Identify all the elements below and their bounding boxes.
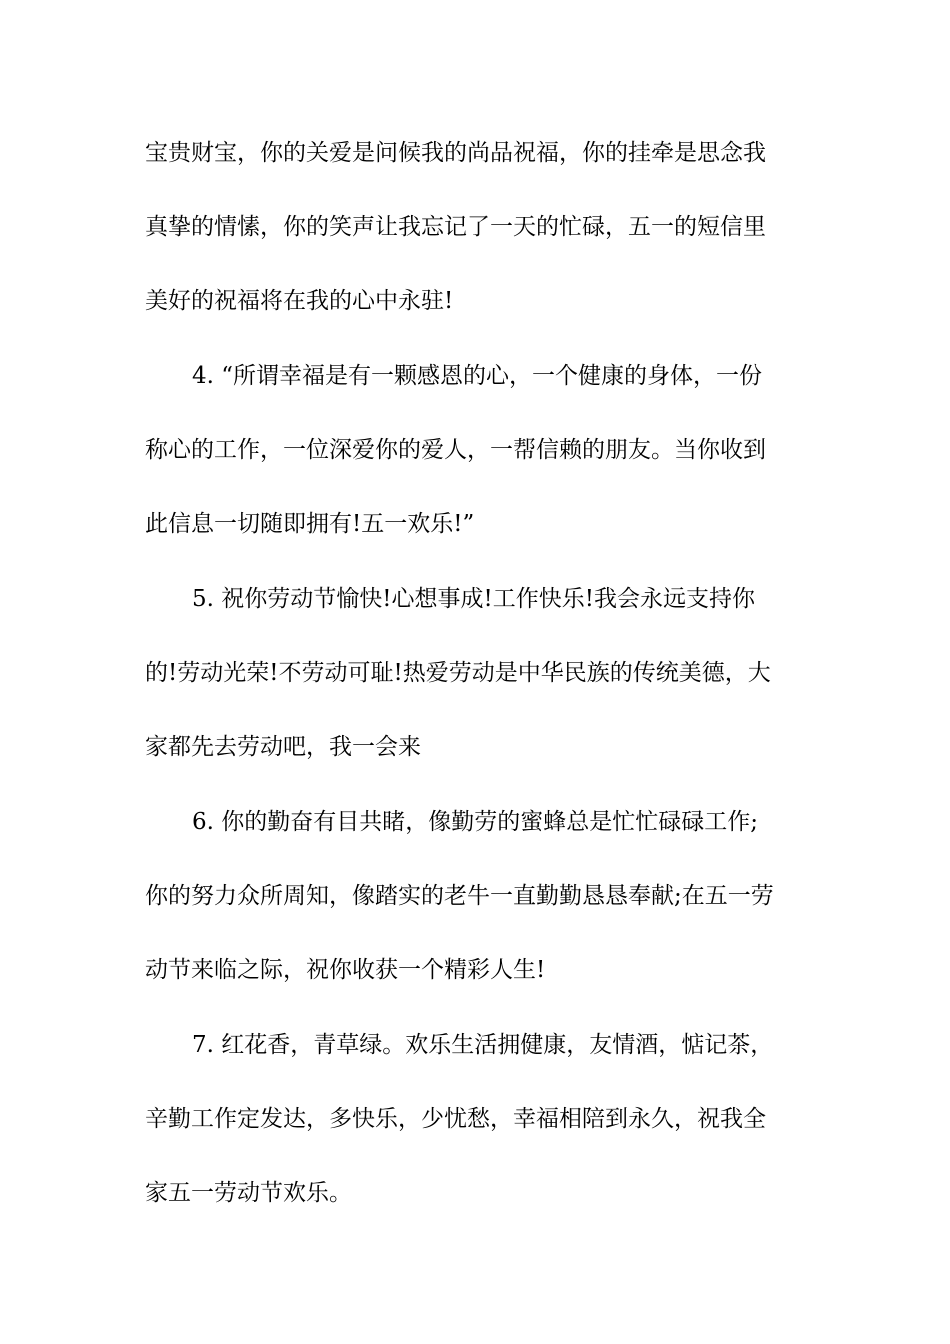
list-item-7-line: 7. 红花香，青草绿。欢乐生活拥健康，友情酒，惦记茶，	[192, 1032, 774, 1058]
list-item-4-line: 4. “所谓幸福是有一颗感恩的心，一个健康的身体，一份	[192, 363, 763, 389]
text-line: 此信息一切随即拥有!五一欢乐!”	[145, 511, 475, 537]
text-line: 宝贵财宝，你的关爱是问候我的尚品祝福，你的挂牵是思念我	[145, 140, 766, 166]
text-line: 真挚的情愫，你的笑声让我忘记了一天的忙碌，五一的短信里	[145, 214, 766, 240]
text-line: 的!劳动光荣!不劳动可耻!热爱劳动是中华民族的传统美德，大	[145, 660, 771, 686]
text-line: 美好的祝福将在我的心中永驻!	[145, 288, 454, 314]
text-line: 家五一劳动节欢乐。	[145, 1180, 352, 1206]
text-line: 你的努力众所周知，像踏实的老牛一直勤勤恳恳奉献;在五一劳	[145, 883, 774, 909]
list-item-5-line: 5. 祝你劳动节愉快!心想事成!工作快乐!我会永远支持你	[192, 586, 755, 612]
text-line: 称心的工作，一位深爱你的爱人，一帮信赖的朋友。当你收到	[145, 437, 766, 463]
text-line: 家都先去劳动吧，我一会来	[145, 734, 421, 760]
list-item-6-line: 6. 你的勤奋有目共睹，像勤劳的蜜蜂总是忙忙碌碌工作;	[192, 809, 759, 835]
text-line: 辛勤工作定发达，多快乐，少忧愁，幸福相陪到永久，祝我全	[145, 1106, 766, 1132]
text-line: 动节来临之际，祝你收获一个精彩人生!	[145, 957, 546, 983]
